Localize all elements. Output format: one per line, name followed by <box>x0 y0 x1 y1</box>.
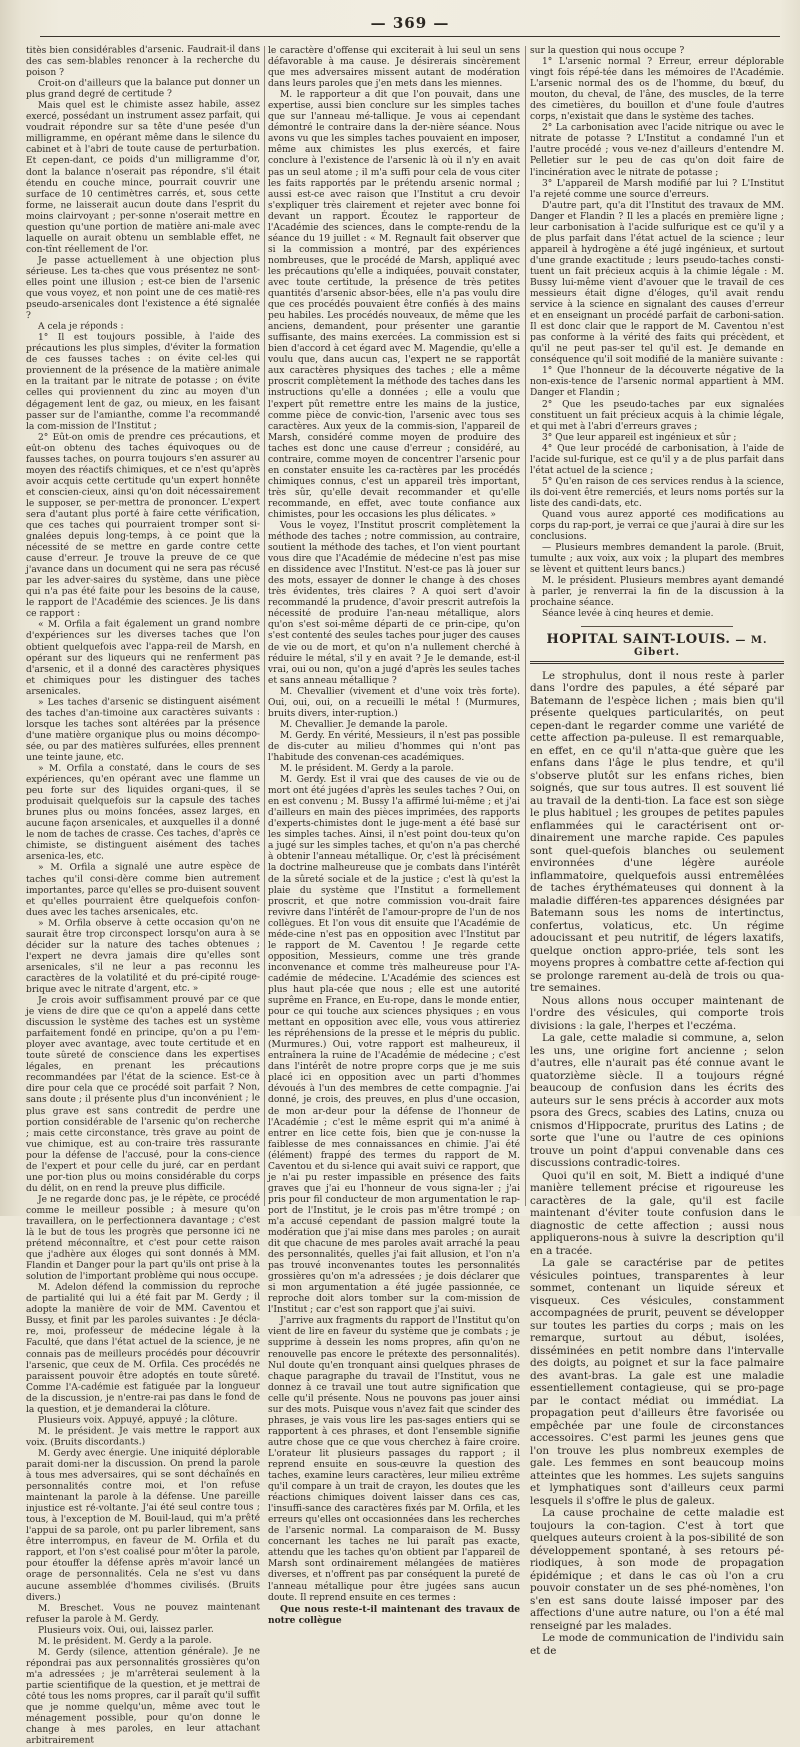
paragraph: M. le président. M. Gerdy a la parole. <box>38 1635 212 1647</box>
paragraph: J'arrive aux fragments du rapport de l'Institut qu'on vient de lire en faveur du système que je combats ; je supprime à dessein les noms propres, afin qu'on ne renouvelle pas encore le prétexte des personnalités). Nul doute qu'en tronquant ainsi quelques phrases de chaque paragraphe du travail de l'Institut, vous ne donnez à ce travail une tout autre signification que celle qu'il présente. Nous ne pouvons pas jouer ainsi sur des mots. Puisque vous n'avez fait que scinder des phrases, je vais vous lire les pas-sages entiers qui se rapportent à ces phrases, et dont l'ensemble signifie autre chose que ce que vous cherchez à faire croire. L'orateur lit plusieurs passages du rapport ; il reprend ensuite en sous-œuvre la question des taches, examine leurs caractères, leur milieu extrême qu'il compare à un trait de crayon, les doutes que les réactions chimiques doivent laisser dans ces cas, l'insuffi-sance des caractères fixés par M. Orfila, et les erreurs qu'elles ont occasionnées dans les recherches de l'arsenic normal. La comparaison de M. Bussy concernant les taches ne lui paraît pas exacte, attendu que les taches qu'on obtient par l'appareil de Marsh sont ordinairement mélangées de matières diverses, et n'offrent pas par conséquent la pureté de l'anneau métallique pour être jugées sans aucun doute. Il reprend ensuite en ces termes : <box>268 1316 520 1603</box>
paragraph: 1° L'arsenic normal ? Erreur, erreur déplorable vingt fois répé-tée dans les mémoires de l'Académie. L'arsenic normal des os de l'homme, du bœuf, du mouton, du cheval, de l'âne, des muscles, de la terre des cimetières, du bouillon et d'une foule d'autres corps, n'existait que dans le système des taches. <box>530 57 784 123</box>
paragraph: M. le rapporteur a dit que l'on pouvait, dans une expertise, aussi bien conclure sur les simples taches que sur l'anneau mé-tallique. Je vous ai cependant démontré le contraire dans la der-nière séance. Nous avons vu que les simples taches pouvaient en imposer, même aux chimistes les plus exercés, et faire conclure à l'existence de l'arsenic là où il n'y en avait pas un seul atome ; il m'a suffi pour cela de vous citer les faits rapportés par le prétendu arsenic normal ; aussi est-ce avec raison que l'Institut a cru devoir s'expliquer très clairement et rejeter avec bonne foi devant un rapport. Écoutez le rapporteur de l'Académie des sciences, dans le compte-rendu de la séance du 19 juillet : « M. Regnault fait observer que si la commission a montré, par des expériences nombreuses, que le procédé de Marsh, appliqué avec les précautions qu'elle a indiquées, pouvait constater, avec toute certitude, la présence de très petites quantités d'arsenic absor-bées, elle n'a pas voulu dire que ces procédés pouvaient être confiés à des mains peu habiles. Les procédés nouveaux, de même que les anciens, demandent, pour présenter une garantie suffisante, des mains exercées. La commission est si bien d'accord à cet égard avec M. Magendie, qu'elle a voulu que, dans aucun cas, l'expert ne se rapportât aux caractères physiques des taches ; elle a même proscrit complètement la méthode des taches dans les instructions qu'elle a données ; elle a voulu que l'expert pût remettre entre les mains de la justice, comme pièce de convic-tion, l'arsenic avec tous ses caractères. Aux yeux de la commis-sion, l'appareil de Marsh, considéré comme moyen de produire des taches est donc une cause d'erreur ; considéré, au contraire, comme moyen de concentrer l'arsenic pour en constater ensuite les ca-ractères par les procédés chimiques connus, c'est un appareil très important, très sûr, qu'elle devait recommander et qu'elle recommande, en effet, avec toute confiance aux chimistes, pour les occasions les plus délicates. » <box>268 90 520 520</box>
paragraph: Le strophulus, dont il nous reste à parler dans l'ordre des papules, a été séparé par Batemann de l'espèce lichen ; mais bien qu'il présente quelques particularités, on peut cepen-dant le regarder comme une variété de cette affection pa-puleuse. Il est remarquable, en effet, en ce qu'il n'atta-que guère que les enfans dans l'âge le plus tendre, et qu'il s'observe plutôt sur les enfans riches, bien soignés, que sur tous autres. Il est souvent lié au travail de la denti-tion. La face est son siège le plus habituel ; les groupes de petites papules enflammées qui le caractérisent ont or-dinairement une marche rapide. Ces papules sont quel-quefois blanches ou seulement environnées d'une légère auréole inflammatoire, quelquefois aussi entremêlées de taches érythémateuses qui donnent à la maladie différen-tes apparences désignées par Batemann sous les noms de intertinctus, confertus, volaticus, etc. Un régime adoucissant et peu nutritif, de légers laxatifs, quelque onction appro-priée, tels sont les moyens propres à combattre cette af-fection qui se prolonge rarement au-delà de trois ou qua-tre semaines. <box>530 669 784 995</box>
section-separator <box>581 626 733 627</box>
paragraph: M. Gerdy. Est il vrai que des causes de vie ou de mort ont été jugées d'après les seules taches ? Oui, on en est convenu ; M. Bussy l'a affirmé lui-même ; et j'ai d'ailleurs en main des pièces imprimées, des rapports d'experts-chimistes dont le juge-ment a été basé sur les simples taches. Ainsi, il n'est point dou-teux qu'on a jugé sur les simples taches, et qu'on n'a pas cherché à obtenir l'anneau métallique. Or, c'est là précisément la doctrine malheureuse que je combats dans l'intérêt de la sûreté sociale et de la justice ; c'est là qu'est la plaie du système que l'Institut a formellement proscrit, et que notre commission vou-drait faire revivre dans l'intérêt de l'amour-propre de l'un de nos collègues. Et l'on vous dit ensuite que l'Académie de méde-cine n'est pas en opposition avec l'Institut par le rapport de M. Caventou ! Je regarde cette opposition, Messieurs, comme une très grande inconvenance et comme très malheureuse pour l'A-cadémie de médecine. L'Académie des sciences est plus haut pla-cée que nous ; elle est une autorité suprême en France, en Eu-rope, dans le monde entier, pour ce qui touche aux sciences physiques ; en vous mettant en opposition avec elle, vous vous attireriez les répréhensions de la presse et le mépris du public. (Murmures.) Oui, votre rapport est malheureux, il entraînera la ruine de l'Académie de médecine ; c'est dans l'intérêt de notre propre corps que je me suis placé ici en opposition avec un parti d'hommes dévoués à l'un des membres de cette compagnie. J'ai donné, je crois, des preuves, en plus d'une occasion, de mon ar-deur pour la défense de l'honneur de l'Académie ; c'est le même esprit qui m'a animé à entrer en lice cette fois, bien que je con-nusse la faiblesse de mes connaissances en chimie. J'ai été (élément) frappé des termes du rapport de M. Caventou et du si-lence qui avait suivi ce rapport, que je n'ai pu rester impassible en présence des faits graves que j'ai eu l'honneur de vous signa-ler ; j'ai pris pour fil conducteur de mon argumentation le rap-port de l'Institut, je le crois pas m'être trompé ; on m'a accusé cependant de passion malgré toute la modération que j'ai mise dans mes paroles ; on aurait dit que chacune de mes paroles avait arraché la peau des personnalités, quelles j'ai fait allusion, et l'on n'a pas trouvé inconvenantes toutes les personnalités grossières qu'on m'a adressées ; je dois déclarer que si mon argumentation a été jugée passionnée, ce reproche doit alors tomber sur la com-mission de l'Institut ; car c'est son rapport que j'ai suivi. <box>268 775 520 1316</box>
paragraph: — Plusieurs membres demandent la parole. (Bruit, tumulte ; aux voix, aux voix ; la plupart des membres se lèvent et quittent leurs bancs.) <box>530 543 784 576</box>
paragraph: 2° Eût-on omis de prendre ces précautions, et eût-on obtenu des taches équivoques ou de fausses taches, on pourra toujours s'en assurer au moyen des réactifs chimiques, et ce n'est qu'après avoir acquis cette certitude qu'un expert honnête et conscien-cieux, ainsi qu'on doit nécessairement le supposer, se per-mettra de prononcer. L'expert sera d'autant plus porté à faire cette vérification, que ces taches qui pourraient tromper sont si-gnalées depuis long-temps, à ce point que la nécessité de se mettre en garde contre cette cause d'erreur. Je trouve la preuve de ce que j'avance dans un document qui ne sera pas récusé par les adver-saires du système, dans une pièce qui n'a pas été faite pour les besoins de la cause, le rapport de l'Académie des sciences. Je lis dans ce rapport : <box>26 431 260 620</box>
section-body <box>530 670 784 1658</box>
paragraph: Plusieurs voix. Oui, oui, laissez parler. <box>38 1624 214 1636</box>
column-rule-left <box>264 46 265 1206</box>
paragraph: 5° Qu'en raison de ces services rendus à la science, ils doi-vent être remerciés, et leurs noms portés sur la liste des candi-dats, etc. <box>530 476 784 509</box>
column-2 <box>268 46 520 1626</box>
paragraph: La gale se caractérise par de petites vésicules pointues, transparentes à leur sommet, contenant un liquide séreux et visqueux. Ces vésicules, constamment accompagnées de prurit, peuvent se développer sur toutes les parties du corps ; mais on les remarque, surtout au début, isolées, disséminées en petit nombre dans l'intervalle des doigts, au poignet et sur la face palmaire des avant-bras. La gale est une maladie essentiellement contagieuse, qui se pro-page par le contact médiat ou immédiat. La propagation peut d'ailleurs être favorisée ou empêchée par une foule de circonstances accessoires. C'est parmi les jeunes gens que l'on trouve les plus nombreux exemples de gale. Les femmes en sont beaucoup moins atteintes que les hommes. Les sujets sanguins et lymphatiques sont d'ailleurs ceux parmi lesquels il s'offre le plus de galeux. <box>530 1257 784 1507</box>
paragraph: Quand vous aurez apporté ces modifications au corps du rap-port, je verrai ce que j'aurai à dire sur les conclusions. <box>530 509 784 543</box>
paragraph: D'autre part, qu'a dit l'Institut des travaux de MM. Danger et Flandin ? Il les a placés en première ligne ; leur carbonisation à l'acide sulfurique est ce qu'il y a de plus parfait dans l'état actuel de la science ; leur appareil à hydrogène a été jugé ingénieux, et surtout d'une grande exactitude ; leurs pseudo-taches consti-tuent un fait précieux acquis à la chimie légale : M. Bussy lui-même vient d'avouer que le travail de ces messieurs était digne d'éloges, qu'il avait rendu service à la science en signalant des causes d'erreur et en enseignant un procédé parfait de carboni-sation. Il est donc clair que le rapport de M. Caventou n'est pas conforme à la vérité des faits qui précèdent, et qu'il ne peut pas-ser tel qu'il est. Je demande en conséquence qu'il soit modifié de la manière suivante : <box>530 200 784 366</box>
paragraph: Que nous reste-t-il maintenant des travaux de notre collègue <box>268 1603 520 1626</box>
column-rule-right <box>525 46 526 1206</box>
paragraph: 4° Que leur procédé de carbonisation, à l'aide de l'acide sul-furique, est ce qu'il y a de plus parfait dans l'état actuel de la science ; <box>530 443 784 476</box>
paragraph: M. le président. Plusieurs membres ayant demandé à parler, je renverrai la fin de la discussion à la prochaine séance. <box>530 576 784 609</box>
paragraph: M. Chevallier. Je demande la parole. <box>280 719 448 730</box>
paragraph: M. Gerdy (silence, attention générale). Je ne répondrai pas aux personnalités grossières qu'on m'a adressées ; je m'arrêterai seulement à la partie scientifique de la question, et je mettrai de côté tous les noms propres, car il paraît qu'il suffit que je nomme quelqu'un, même avec tout le ménagement possible, pour qu'on donne le change à mes paroles, en leur attachant arbitrairement <box>26 1646 260 1747</box>
paragraph: sur la question qui nous occupe ? <box>530 46 685 56</box>
paragraph: M. Breschet. Vous ne pouvez maintenant refuser la parole à M. Gerdy. <box>26 1601 260 1625</box>
paragraph: 2° Que les pseudo-taches par eux signalées constituent un fait précieux acquis à la chimie légale, et qui met à l'abri d'erreurs graves ; <box>530 399 784 432</box>
paragraph: Nous allons nous occuper maintenant de l'ordre des vésicules, qui comporte trois divisions : la gale, l'herpes et l'eczéma. <box>530 994 784 1032</box>
paragraph: La gale, cette maladie si commune, a, selon les uns, une origine fort ancienne ; selon d'autres, elle n'aurait pas été connue avant le quatorzième siècle. Il a toujours régné beaucoup de confusion dans les écrits des auteurs sur le sens précis à accorder aux mots psora des Grecs, scabies des Latins, cnuza ou cnismos d'Hippocrate, pruritus des Latins ; de sorte que l'une ou l'autre de ces opinions trouve un point d'appui convenable dans ces discussions contradic-toires. <box>530 1032 784 1170</box>
section-author: — M. Gibert. <box>633 635 768 659</box>
paragraph: M. Gerdy avec énergie. Une iniquité déplorable parait domi-ner la discussion. On prend la parole à tous mes adversaires, qui se sont déchaînés en personnalités contre moi, et l'on refuse maintenant la parole à la défense. Une pareille injustice est ré-voltante. J'ai été seul contre tous ; tous, à l'exception de M. Bouil-laud, qui m'a prêté l'appui de sa parole, ont pu parler librement, sans être interrompus, en faveur de M. Orfila et du rapport, et l'on s'est coalisé pour m'ôter la parole, pour étouffer la défense après m'avoir lancé un orage de personnalités. Cela ne s'est vu dans aucune assemblée d'hommes civilisés. (Bruits divers.) <box>26 1447 260 1603</box>
section-title-text: HOPITAL SAINT-LOUIS. <box>546 632 731 648</box>
paragraph: » M. Orfila a signalé une autre espèce de taches qu'il consi-dère comme bien autrement importantes, parce qu'elles se pro-duisent souvent et qu'elles pourraient être quelquefois confon-dues avec les taches arsenicales, etc. <box>26 861 260 918</box>
paragraph: 3° Que leur appareil est ingénieux et sûr ; <box>542 432 737 443</box>
paragraph: A cela je réponds : <box>38 321 124 333</box>
section-title-rule <box>530 661 784 664</box>
section-title <box>530 634 784 658</box>
paragraph: titès bien considérables d'arsenic. Faudrait-il dans des cas sem-blables renoncer à la recherche du poison ? <box>26 44 260 79</box>
paragraph: Je passe actuellement à une objection plus sérieuse. Les ta-ches que vous présentez ne sont-elles point une illusion ; est-ce bien de l'arsenic que vous voyez, et non point une de ces matiè-res pseudo-arsenicales dont l'existence a été signalée ? <box>26 254 260 322</box>
paragraph: M. Gerdy. En vérité, Messieurs, il n'est pas possible de dis-cuter au milieu d'hommes qui n'ont pas l'habitude des convenan-ces académiques. <box>268 730 520 763</box>
paragraph: M. Adelon défend la commission du reproche de partialité qui lui a été fait par M. Gerdy ; il adopte la manière de voir de MM. Caventou et Bussy, et finit par les paroles suivantes : Je décla-re, moi, professeur de médecine légale à la Faculté, que dans l'état actuel de la science, je ne connais pas de meilleurs procédés pour découvrir l'arsenic, que ceux de M. Orfila. Ces procédés ne paraissent pouvoir être adoptés en toute sûreté. Comme l'A-cadémie est fatiguée par la longueur de la discussion, je n'entre-rai pas dans le fond de la question, et je demanderai la clôture. <box>26 1281 260 1415</box>
paragraph: Mais quel est le chimiste assez habile, assez exercé, possédant un instrument assez parfait, qui voudrait répondre sur sa tête d'une pesée d'un milligramme, en opérant même dans le silence du cabinet et à l'abri de toute cause de perturbation. Et cepen-dant, ce poids d'un milligramme d'or, dont la balance n'oserait pas répondre, s'il était étendu en couche mince, pourrait couvrir une surface de 10 centimètres carrés, et, sous cette forme, ne laisserait aucun doute dans l'esprit du moins clairvoyant ; per-sonne n'oserait mettre en question qu'une portion de matière ani-male avec laquelle on aurait obtenu un semblable effet, ne con-tînt réellement de l'or. <box>26 99 260 255</box>
paragraph: » M. Orfila observe à cette occasion qu'on ne saurait être trop circonspect lorsqu'on aura à se décider sur la nature des taches obtenues ; l'expert ne devra jamais dire qu'elles sont arsenicales, s'il ne leur a pas reconnu les caractères de la volatilité et du pré-cipité rouge-brique avec le nitrate d'argent, etc. » <box>26 917 260 995</box>
paragraph: Croit-on d'ailleurs que la balance put donner un plus grand degré de certitude ? <box>26 77 260 101</box>
paragraph: 1° Il est toujours possible, à l'aide des précautions les plus simples, d'éviter la formation de ces fausses taches : on évite cel-les qui proviennent de la présence de la matière animale en la traitant par le nitrate de potasse ; on évite celles qui proviennent du zinc au moyen d'un dégagement lent de gaz, ou mieux, en les faisant passer sur de l'amianthe, comme l'a recommandé la com-mission de l'Institut ; <box>26 331 260 432</box>
paragraph: Je crois avoir suffisamment prouvé par ce que je viens de dire que ce qu'on a appelé dans cette discussion le système des taches est un système parfaitement fondé en principe, qu'on a pu l'em-ployer avec avantage, avec toute certitude et en toute sûreté de conscience dans les expertises légales, en prenant les précautions recommandées par l'état de la science. Est-ce à dire pour cela que ce procédé soit parfait ? Non, sans doute ; il présente plus d'un inconvénient ; le plus grave est sans contredit de perdre une portion considérable de l'arsenic qu'on recherche ; mais cette circonstance, très grave au point de vue chimique, est au con-traire très rassurante pour la défense de l'accusé, pour la cons-cience de l'expert et pour celle du juré, car en perdant une por-tion plus ou moins considérable du corps du délit, on en rend la preuve plus difficile. <box>26 994 260 1194</box>
paragraph: M. le président. Je vais mettre le rapport aux voix. (Bruits discordants.) <box>26 1425 260 1448</box>
column-1 <box>26 44 260 1747</box>
paragraph: » M. Orfila a constaté, dans le cours de ses expériences, qu'en opérant avec une flamme un peu forte sur des liquides organi-ques, il se produisait quelquefois sur la capsule des taches brunes plus ou moins foncées, assez larges, en aucune façon arsenicales, et auxquelles il a donné le nom de taches de crasse. Ces taches, d'après ce chimiste, se distinguent aisément des taches arsenica-les, etc. <box>26 762 260 863</box>
paragraph: Quoi qu'il en soit, M. Biett a indiqué d'une manière tellement précise et rigoureuse les caractères de la gale, qu'il est facile maintenant d'éviter toute confusion dans le diagnostic de cette affection ; aussi nous appliquerons-nous à suivre la description qu'il en a tracée. <box>530 1169 784 1257</box>
paragraph: Je ne regarde donc pas, je le répète, ce procédé comme le meilleur possible ; à mesure qu'on travaillera, on le perfectionnera davantage ; c'est là le but de tous les progrès que personne ici ne prétend méconnaître, et c'est pour cette raison que j'adhère aux éloges qui sont donnés à MM. Flandin et Danger pour la part qu'ils ont prise à la solution de l'important problème qui nous occupe. <box>26 1193 260 1283</box>
paragraph: 1° Que l'honneur de la découverte négative de la non-exis-tence de l'arsenic normal appartient à MM. Danger et Flandin ; <box>530 366 784 399</box>
paragraph: » Les taches d'arsenic se distinguent aisément des taches d'an-timoine aux caractères suivants : lorsque les taches sont altérées par la présence d'une matière organique plus ou moins décompo-sée, ou par des matières sulfurées, elles prennent une teinte jaune, etc. <box>26 696 260 763</box>
paragraph: Vous le voyez, l'Institut proscrit complètement la méthode des taches ; notre commission, au contraire, soutient la méthode des taches, et l'on vient pourtant vous dire que l'Académie de médecine n'est pas mise en dissidence avec l'Institut. N'est-ce pas là jouer sur des mots, essayer de donner le change à des choses très évidentes, très claires ? A quoi sert d'avoir recommandé la prudence, d'avoir prescrit autrefois la nécessité de produire l'an-neau métallique, alors qu'on s'est soi-même départi de ce prin-cipe, qu'on s'est contenté des seules taches pour juger des causes de vie ou de mort, et qu'on n'a nullement cherché à réduire le métal, s'il y en avait ? Je le demande, est-il vrai, oui ou non, qu'on a jugé d'après les seules taches et sans anneau métallique ? <box>268 521 520 686</box>
paragraph: M. Chevallier (vivement et d'une voix très forte). Oui, oui, oui, on a recueilli le métal ! (Murmures, bruits divers, inter-ruption.) <box>268 686 520 719</box>
column-3 <box>530 46 784 1657</box>
paragraph: Plusieurs voix. Appuyé, appuyé ; la clôture. <box>38 1414 238 1426</box>
paragraph: le caractère d'offense qui exciterait à lui seul un sens défavorable à ma cause. Je désirerais sincèrement que mes adversaires missent autant de modération dans leurs paroles que j'en mets dans les miennes. <box>268 46 520 90</box>
paragraph: La cause prochaine de cette maladie est toujours la con-tagion. C'est à tort que quelques auteurs croient à la pos-sibilité de son développement spontané, à ses retours pé-riodiques, à son mode de propagation épidémique ; et dans le cas où l'on a cru pouvoir constater un de ses phé-nomènes, l'on s'en est sans doute laissé imposer par des affections d'une autre nature, ou l'on a été mal renseigné par les malades. <box>530 1507 784 1632</box>
paragraph: « M. Orfila a fait également un grand nombre d'expériences sur les diverses taches que l'on obtient quelquefois avec l'appa-reil de Marsh, en opérant sur des liqueurs qui ne renferment pas d'arsenic, et il a donné des caractères physiques et chimiques pour les distinguer des taches arsenicales. <box>26 618 260 697</box>
paragraph: Le mode de communication de l'individu sain et de <box>530 1632 784 1657</box>
paragraph: 3° L'appareil de Marsh modifié par lui ? L'Institut l'a rejeté comme une source d'erreurs. <box>530 178 784 200</box>
paragraph: M. le président. M. Gerdy a la parole. <box>280 764 454 775</box>
page-number: — 369 — <box>370 14 450 32</box>
paragraph: 2° La carbonisation avec l'acide nitrique ou avec le nitrate de potasse ? L'Institut a condamné l'un et l'autre procédé ; vous ve-nez d'ailleurs d'entendre M. Pelletier sur le peu de cas qu'on doit faire de l'incinération avec le nitrate de potasse ; <box>530 123 784 178</box>
page-header <box>40 14 780 37</box>
paragraph: Séance levée à cinq heures et demie. <box>542 609 714 620</box>
